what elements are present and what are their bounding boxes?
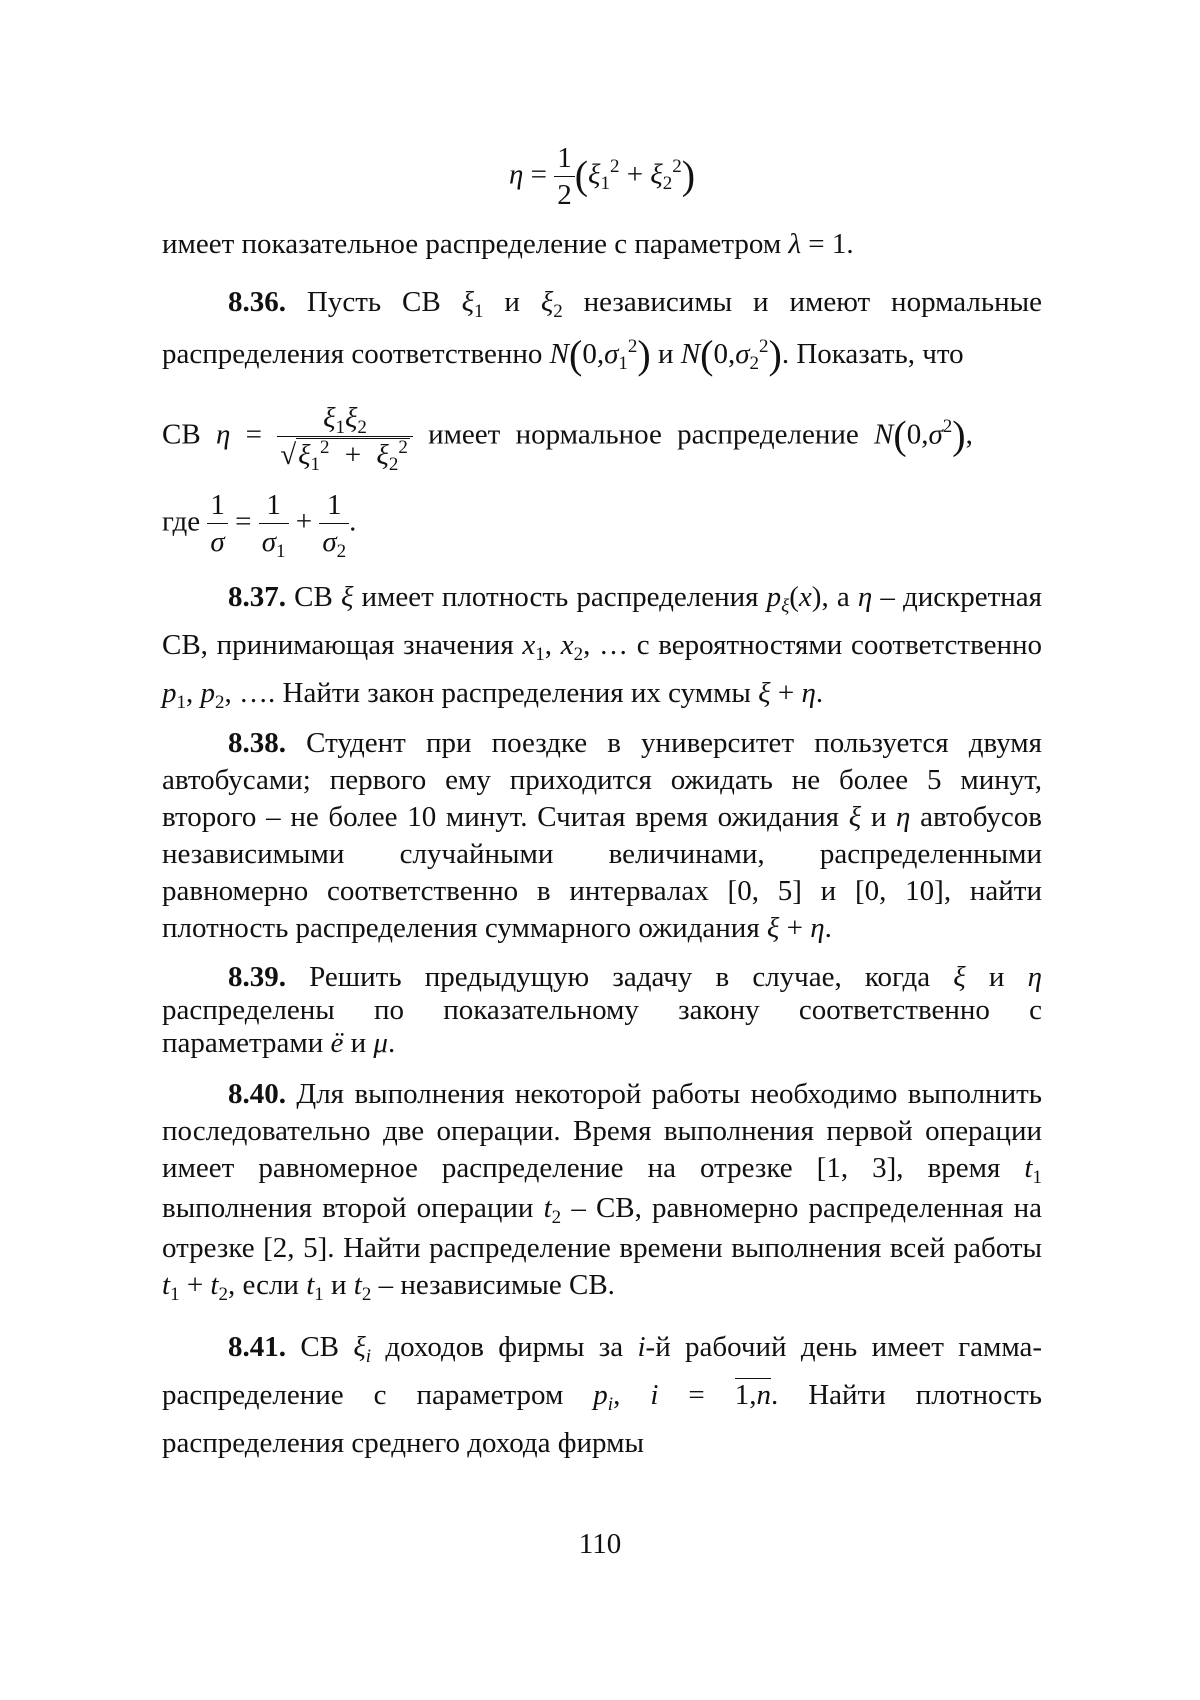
subscript: 2: [357, 416, 367, 438]
math-symbol: ξ: [340, 580, 354, 613]
text: выполнения второй операции: [162, 1191, 544, 1224]
math-symbol: p: [200, 676, 215, 709]
text: -й рабочий день имеет гамма-распределение с параметром: [162, 1330, 1042, 1411]
math-symbol: n: [756, 1378, 771, 1411]
problem-8-36-formula-line: [162, 400, 1042, 474]
subscript: 1: [535, 643, 545, 665]
math-symbol: x: [522, 628, 536, 661]
math-symbol: μ: [373, 1026, 388, 1059]
numerator: 1: [266, 489, 281, 521]
text: имеет плотность распределения: [353, 580, 767, 613]
paren: (: [700, 331, 714, 377]
page-number: 110: [578, 1528, 622, 1560]
text: = 1.: [801, 227, 854, 260]
fraction: [277, 400, 413, 474]
numerator: [277, 400, 413, 436]
problem-number: 8.41.: [228, 1330, 286, 1363]
text: , найти плотность распределения суммарного ожидания: [162, 874, 1042, 944]
math-symbol: p: [162, 676, 177, 709]
text: и: [323, 1268, 354, 1301]
math-operator: +: [770, 676, 802, 709]
math-operator: =: [523, 158, 555, 191]
text: – дискретная СВ, принимающая значения: [162, 580, 1043, 661]
math-symbol: p: [766, 580, 782, 613]
text: . Найти плотность распределения среднего дохода фирмы: [162, 1378, 1042, 1459]
text: и: [861, 800, 897, 833]
subscript: 1: [474, 300, 484, 322]
math-operator: +: [329, 438, 377, 471]
interval: [2, 5]: [263, 1231, 328, 1264]
sqrt-symbol: √: [280, 438, 297, 471]
text: ,: [613, 1378, 651, 1411]
subscript: ξ: [781, 595, 790, 617]
superscript: 2: [672, 156, 682, 178]
text: и: [965, 960, 1028, 993]
math-symbol: ξ: [376, 438, 389, 471]
math-operator: =: [230, 417, 278, 450]
math-symbol: η: [810, 911, 825, 944]
fraction: [319, 487, 349, 561]
text: распределены по показательному закону соответственно с параметрами: [162, 993, 1042, 1059]
math-symbol: ξ: [766, 911, 780, 944]
math-operator: +: [619, 158, 651, 191]
text: имеет показательное распределение с параметром: [162, 227, 789, 260]
math-symbol: σ: [261, 526, 276, 559]
problem-number: 8.39.: [228, 960, 286, 993]
math-symbol: ξ: [353, 1330, 366, 1363]
problem-number: 8.38.: [228, 726, 286, 759]
text: и: [801, 874, 855, 907]
problem-8-40: [162, 1076, 1042, 1307]
text: где: [162, 505, 208, 538]
subscript: 2: [388, 453, 399, 475]
superscript: 2: [627, 335, 638, 357]
math-symbol: x: [798, 580, 812, 613]
math-symbol: N: [549, 337, 570, 370]
text: Студент при поездке в университет пользуется двумя автобусами; первого ему приходится ожидать не более 5 минут, второго – не более 10 минут. Считая время ожидания: [162, 726, 1042, 833]
math-symbol: t: [210, 1268, 219, 1301]
math-symbol: ξ: [323, 401, 336, 434]
math-symbol: t: [353, 1268, 362, 1301]
math-text: ,: [544, 628, 561, 661]
problem-number: 8.36.: [228, 285, 286, 318]
text: , если: [227, 1268, 307, 1301]
math-symbol: η: [508, 158, 524, 191]
subscript: 2: [551, 1206, 562, 1228]
subscript: 2: [573, 643, 584, 665]
math-symbol: ξ: [540, 285, 554, 318]
math-symbol: η: [896, 800, 911, 833]
math-text: ,: [186, 676, 201, 709]
radicand: [296, 436, 410, 475]
interval: [0, 10]: [854, 874, 944, 907]
math-text: , …: [224, 676, 268, 709]
paren: (: [574, 152, 589, 198]
math-symbol: N: [874, 417, 894, 450]
math-operator: =: [227, 505, 259, 538]
problem-8-36: [162, 278, 1042, 382]
text: и: [483, 285, 541, 318]
superscript: 2: [942, 415, 953, 437]
text: с вероятностями соответственно: [628, 628, 1043, 661]
problem-number: 8.40.: [228, 1077, 286, 1110]
subscript: 2: [749, 352, 759, 374]
denominator: σ: [207, 523, 228, 560]
math-symbol: η: [857, 580, 873, 613]
math-symbol: ξ: [848, 800, 862, 833]
math-operator: +: [779, 911, 811, 944]
math-operator: +: [179, 1268, 211, 1301]
math-symbol: η: [801, 676, 816, 709]
math-symbol: t: [162, 1268, 171, 1301]
formula-eta-half-sum: [162, 140, 1042, 214]
math-symbol: ξ: [298, 438, 311, 471]
text: .: [387, 1026, 396, 1059]
text: , а: [821, 580, 858, 613]
math-symbol: σ: [928, 417, 943, 450]
paren: (: [569, 331, 583, 377]
problem-8-36-where: [162, 487, 1042, 561]
subscript: 2: [662, 173, 673, 195]
text: Пусть СВ: [286, 285, 462, 318]
math-text: 0,: [713, 337, 736, 370]
math-symbol: ξ: [588, 158, 601, 191]
math-symbol: σ: [322, 526, 337, 559]
math-symbol: ξ: [650, 158, 663, 191]
subscript: 2: [218, 1283, 228, 1305]
text: СВ: [286, 580, 341, 613]
subscript: 2: [361, 1283, 372, 1305]
math-symbol: ξ: [345, 401, 358, 434]
fraction: [554, 140, 575, 214]
paren: ): [811, 580, 822, 613]
denominator: [277, 436, 413, 473]
denominator: 2: [554, 176, 575, 213]
numerator: 1: [327, 489, 342, 521]
subscript: 1: [176, 691, 186, 713]
problem-8-38: [162, 725, 1042, 947]
math-symbol: ξ: [461, 285, 475, 318]
math-symbol: σ: [735, 337, 750, 370]
problem-8-41: [162, 1325, 1042, 1465]
math-symbol: i: [650, 1378, 659, 1411]
subscript: 1: [600, 173, 610, 195]
interval: [0, 5]: [727, 874, 802, 907]
denominator: [319, 523, 349, 563]
math-symbol: t: [1024, 1151, 1033, 1184]
problem-number: 8.37.: [228, 580, 286, 613]
subscript: 2: [336, 541, 347, 563]
math-symbol: x: [560, 628, 574, 661]
text: . Найти закон распределения их суммы: [268, 676, 759, 709]
paren: ): [637, 331, 651, 377]
math-text: , …: [583, 628, 629, 661]
text: автобусов независимыми случайными величинами, распределенными равномерно соответственно в интервалах: [162, 800, 1042, 907]
math-symbol: ξ: [953, 960, 966, 993]
text: – СВ, равномерно распределенная на отрезке: [162, 1191, 1042, 1264]
text: доходов фирмы за: [371, 1330, 638, 1363]
superscript: 2: [398, 436, 408, 458]
numerator: 1: [210, 489, 225, 521]
page-content: [162, 140, 1042, 1465]
subscript: 1: [170, 1283, 180, 1305]
subscript: 1: [314, 1283, 324, 1305]
text: СВ: [286, 1330, 354, 1363]
math-symbol: λ: [788, 227, 802, 260]
text: .: [349, 505, 357, 538]
subscript: 2: [553, 300, 563, 322]
text: . Показать, что: [781, 337, 964, 370]
math-symbol: N: [680, 337, 701, 370]
text: и: [343, 1026, 374, 1059]
text: Решить предыдущую задачу в случае, когда: [286, 960, 954, 993]
text: ,: [965, 417, 973, 450]
superscript: 2: [320, 436, 330, 458]
fraction: [207, 487, 228, 561]
math-text: 0,: [906, 417, 929, 450]
subscript: 2: [215, 691, 225, 713]
subscript: 1: [1032, 1166, 1042, 1188]
text: , время: [896, 1151, 1025, 1184]
problem-8-37: [162, 575, 1042, 719]
problem-8-39: [162, 961, 1042, 1060]
text: и: [650, 337, 681, 370]
text: .: [815, 676, 824, 709]
interval: [1, 3]: [816, 1151, 897, 1184]
math-operator: =: [658, 1378, 735, 1411]
subscript: i: [607, 1393, 614, 1415]
subscript: 1: [310, 453, 321, 475]
paren: ): [768, 331, 782, 377]
subscript: 1: [276, 541, 286, 563]
text: независимы и имеют нормальные распределения соответственно: [162, 285, 1042, 370]
subscript: 1: [618, 352, 628, 374]
numerator: 1: [557, 142, 572, 174]
superscript: 2: [609, 156, 620, 178]
paragraph-lambda: [162, 224, 1042, 264]
text: – независимые СВ.: [371, 1268, 615, 1301]
math-symbol: η: [215, 417, 231, 450]
text: имеет нормальное распределение: [412, 417, 875, 450]
subscript: i: [365, 1345, 372, 1367]
math-symbol: ё: [330, 1026, 344, 1059]
math-symbol: t: [306, 1268, 315, 1301]
fraction: [259, 487, 289, 561]
math-symbol: ξ: [758, 676, 771, 709]
text: . Найти распределение времени выполнения всей работы: [327, 1231, 1042, 1264]
math-text: 1,: [734, 1378, 757, 1411]
text: СВ: [162, 417, 216, 450]
paren: ): [681, 152, 696, 198]
math-symbol: σ: [604, 337, 619, 370]
math-text: 0,: [582, 337, 605, 370]
subscript: 1: [335, 416, 345, 438]
superscript: 2: [759, 335, 769, 357]
index-range: [735, 1378, 771, 1411]
math-operator: +: [288, 505, 320, 538]
text: .: [824, 911, 832, 944]
math-symbol: η: [1027, 960, 1042, 993]
paren: (: [893, 411, 907, 457]
paren: (: [789, 580, 799, 613]
math-symbol: t: [543, 1191, 552, 1224]
math-symbol: p: [593, 1378, 608, 1411]
math-symbol: i: [637, 1330, 646, 1363]
paren: ): [952, 411, 966, 457]
text: Для выполнения некоторой работы необходимо выполнить последовательно две операции. Время выполнения первой операции имеет равномерное распределение на отрезке: [162, 1077, 1042, 1184]
denominator: [259, 523, 289, 563]
